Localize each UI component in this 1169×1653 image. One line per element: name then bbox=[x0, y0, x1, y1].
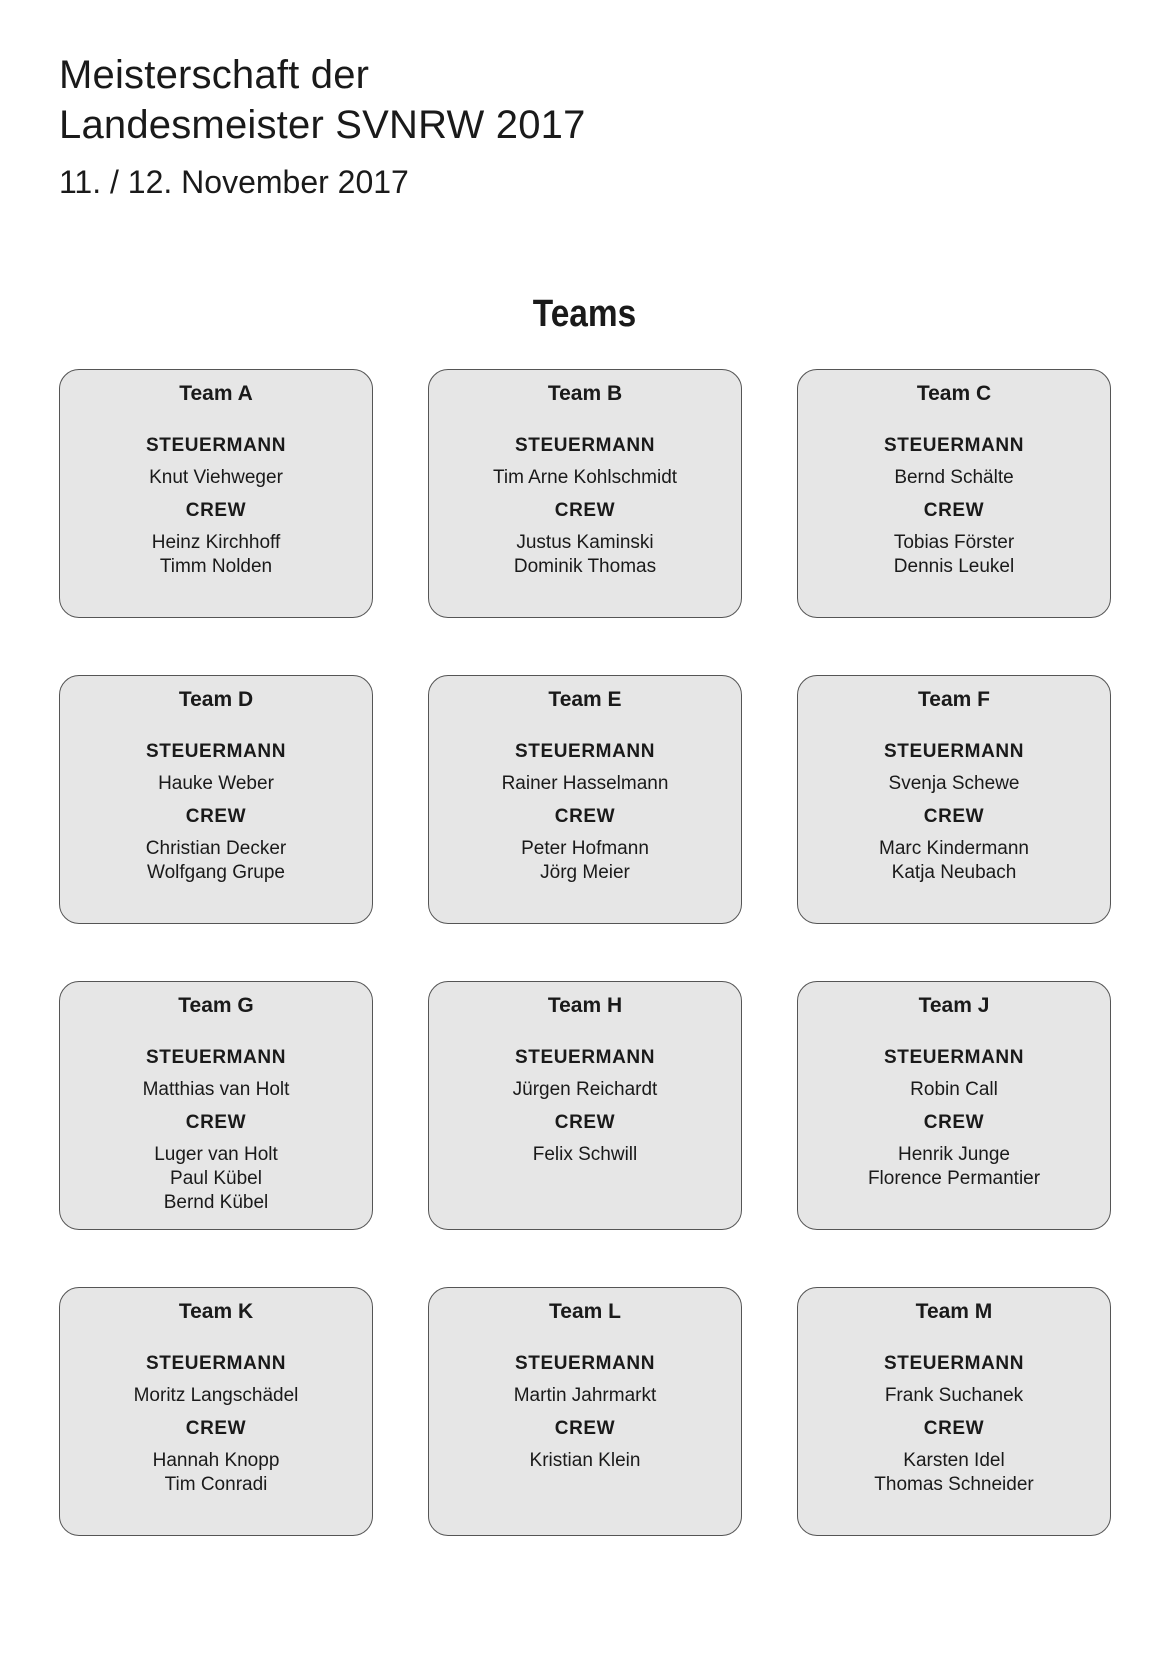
crew-member: Kristian Klein bbox=[529, 1450, 641, 1471]
crew-member: Heinz Kirchhoff bbox=[151, 532, 281, 553]
helm-label: STEUERMANN bbox=[145, 1047, 287, 1068]
crew-list bbox=[429, 1449, 741, 1473]
crew-member: Timm Nolden bbox=[159, 556, 273, 577]
crew-label: CREW bbox=[185, 806, 247, 827]
crew-label: CREW bbox=[554, 1112, 616, 1133]
crew-member: Bernd Kübel bbox=[163, 1192, 269, 1213]
helm-label: STEUERMANN bbox=[514, 435, 656, 456]
crew-member: Jörg Meier bbox=[540, 862, 630, 883]
team-card bbox=[59, 1287, 373, 1536]
team-name: Team C bbox=[916, 382, 992, 405]
team-card bbox=[797, 981, 1111, 1230]
helm-name: Jürgen Reichardt bbox=[512, 1079, 658, 1100]
crew-label: CREW bbox=[185, 1112, 247, 1133]
crew-member: Florence Permantier bbox=[867, 1168, 1041, 1189]
crew-label: CREW bbox=[923, 1112, 985, 1133]
helm-name: Moritz Langschädel bbox=[133, 1385, 299, 1406]
team-name: Team H bbox=[547, 994, 623, 1017]
helm-label: STEUERMANN bbox=[514, 741, 656, 762]
crew-label: CREW bbox=[923, 1418, 985, 1439]
crew-list bbox=[429, 531, 741, 579]
team-card bbox=[428, 1287, 742, 1536]
crew-label: CREW bbox=[923, 806, 985, 827]
crew-list bbox=[798, 1449, 1110, 1497]
crew-member: Thomas Schneider bbox=[874, 1474, 1034, 1495]
helm-name: Hauke Weber bbox=[158, 773, 274, 794]
helm-name: Rainer Hasselmann bbox=[501, 773, 669, 794]
helm-label: STEUERMANN bbox=[883, 1353, 1025, 1374]
team-name: Team B bbox=[547, 382, 623, 405]
crew-list bbox=[60, 1449, 372, 1497]
helm-label: STEUERMANN bbox=[145, 741, 287, 762]
crew-member: Hannah Knopp bbox=[152, 1450, 280, 1471]
event-date: 11. / 12. November 2017 bbox=[59, 164, 409, 200]
team-name: Team E bbox=[548, 688, 622, 711]
crew-label: CREW bbox=[185, 500, 247, 521]
crew-member: Paul Kübel bbox=[170, 1168, 262, 1189]
helm-name: Svenja Schewe bbox=[888, 773, 1020, 794]
team-name: Team A bbox=[179, 382, 253, 405]
team-name: Team J bbox=[918, 994, 990, 1017]
helm-name: Robin Call bbox=[910, 1079, 998, 1100]
helm-name: Matthias van Holt bbox=[142, 1079, 290, 1100]
crew-member: Luger van Holt bbox=[154, 1144, 278, 1165]
team-card bbox=[428, 981, 742, 1230]
crew-list bbox=[60, 837, 372, 885]
crew-member: Karsten Idel bbox=[903, 1450, 1005, 1471]
title-line-1: Meisterschaft der bbox=[59, 53, 370, 97]
helm-name: Frank Suchanek bbox=[884, 1385, 1024, 1406]
team-name: Team K bbox=[178, 1300, 254, 1323]
helm-name: Bernd Schälte bbox=[894, 467, 1014, 488]
team-card bbox=[797, 1287, 1111, 1536]
team-name: Team G bbox=[178, 994, 254, 1017]
helm-label: STEUERMANN bbox=[145, 1353, 287, 1374]
crew-member: Dennis Leukel bbox=[893, 556, 1015, 577]
helm-label: STEUERMANN bbox=[514, 1047, 656, 1068]
team-name: Team F bbox=[918, 688, 990, 711]
helm-label: STEUERMANN bbox=[145, 435, 287, 456]
crew-member: Felix Schwill bbox=[532, 1144, 638, 1165]
crew-label: CREW bbox=[554, 1418, 616, 1439]
team-card bbox=[428, 369, 742, 618]
crew-member: Peter Hofmann bbox=[521, 838, 649, 859]
crew-list bbox=[798, 837, 1110, 885]
crew-member: Wolfgang Grupe bbox=[146, 862, 285, 883]
team-grid bbox=[59, 369, 1112, 1536]
crew-label: CREW bbox=[554, 806, 616, 827]
crew-member: Marc Kindermann bbox=[879, 838, 1029, 859]
title-line-2: Landesmeister SVNRW 2017 bbox=[59, 103, 586, 147]
helm-label: STEUERMANN bbox=[883, 741, 1025, 762]
team-name: Team L bbox=[549, 1300, 621, 1323]
crew-list bbox=[60, 1143, 372, 1215]
helm-name: Tim Arne Kohlschmidt bbox=[492, 467, 678, 488]
helm-name: Knut Viehweger bbox=[149, 467, 283, 488]
helm-label: STEUERMANN bbox=[514, 1353, 656, 1374]
team-card bbox=[797, 369, 1111, 618]
team-card bbox=[59, 981, 373, 1230]
crew-member: Katja Neubach bbox=[891, 862, 1017, 883]
helm-label: STEUERMANN bbox=[883, 1047, 1025, 1068]
team-name: Team M bbox=[915, 1300, 993, 1323]
team-card bbox=[59, 369, 373, 618]
team-card bbox=[797, 675, 1111, 924]
crew-list bbox=[429, 837, 741, 885]
crew-list bbox=[798, 1143, 1110, 1191]
crew-label: CREW bbox=[923, 500, 985, 521]
helm-label: STEUERMANN bbox=[883, 435, 1025, 456]
crew-member: Tobias Förster bbox=[893, 532, 1015, 553]
team-card bbox=[428, 675, 742, 924]
crew-list bbox=[798, 531, 1110, 579]
crew-label: CREW bbox=[554, 500, 616, 521]
team-name: Team D bbox=[178, 688, 254, 711]
document-header bbox=[59, 50, 586, 202]
crew-list bbox=[60, 531, 372, 579]
crew-member: Christian Decker bbox=[145, 838, 287, 859]
crew-member: Henrik Junge bbox=[898, 1144, 1010, 1165]
crew-label: CREW bbox=[185, 1418, 247, 1439]
section-title: Teams bbox=[532, 293, 637, 335]
helm-name: Martin Jahrmarkt bbox=[513, 1385, 657, 1406]
team-card bbox=[59, 675, 373, 924]
crew-member: Justus Kaminski bbox=[516, 532, 654, 553]
crew-member: Dominik Thomas bbox=[513, 556, 657, 577]
crew-member: Tim Conradi bbox=[164, 1474, 268, 1495]
crew-list bbox=[429, 1143, 741, 1167]
